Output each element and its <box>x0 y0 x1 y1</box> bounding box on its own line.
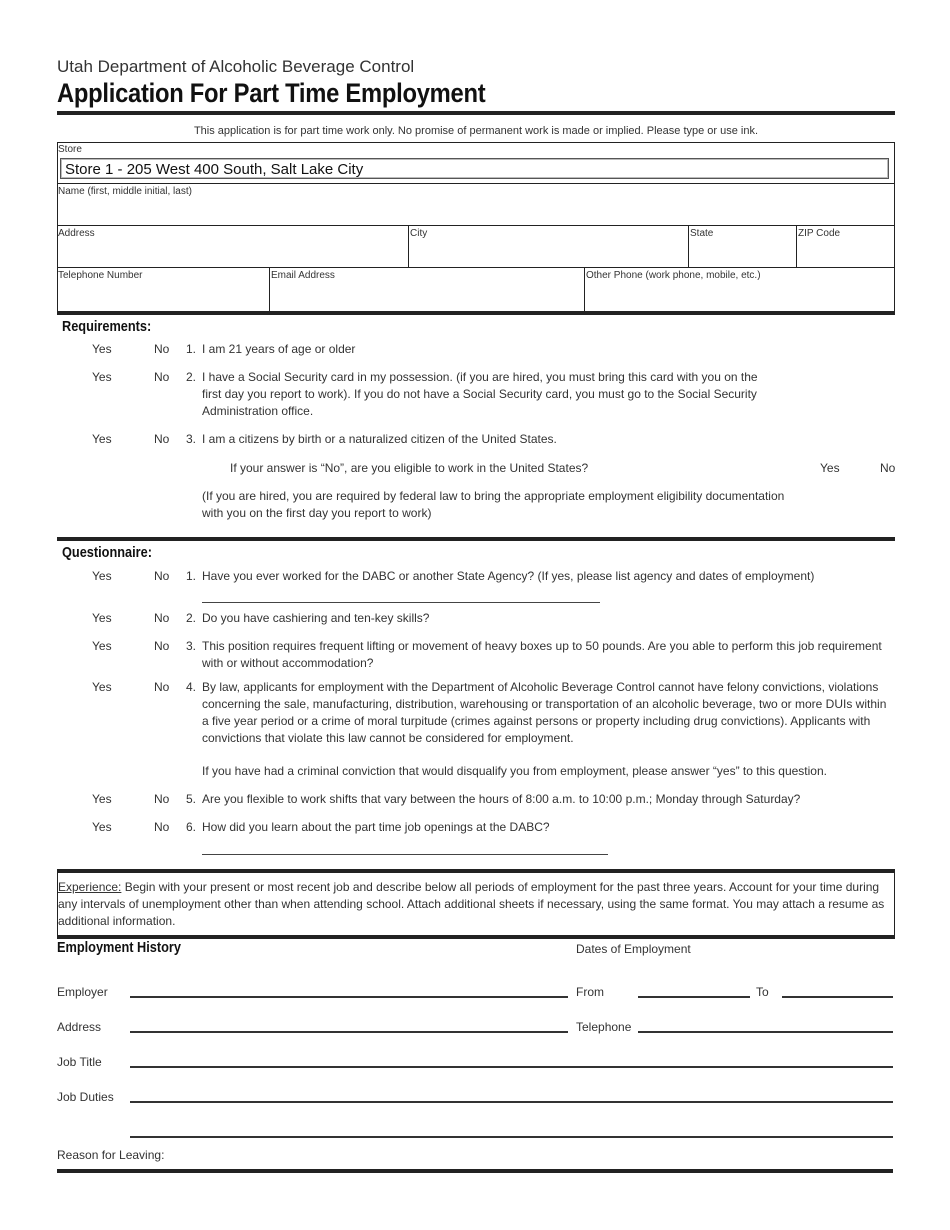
job-duties-label: Job Duties <box>57 1090 114 1104</box>
question-text: This position requires frequent lifting or movement of heavy boxes up to 50 pounds. Are you able to perform this job requirement with or without accommodation? <box>202 639 882 670</box>
no-option[interactable]: No <box>154 611 170 625</box>
experience-text: Begin with your present or most recent job and describe below all periods of employment for the past three years. Account for your time during any intervals of unemployment other than when attending school. Attach additional sheets if necessary, using the same format. You may attach a resume as additional information. <box>58 880 885 928</box>
item-number: 2. <box>186 611 197 625</box>
yes-option[interactable]: Yes <box>92 792 112 806</box>
no-option[interactable]: No <box>154 680 170 694</box>
divider <box>269 267 270 311</box>
to-date-field[interactable] <box>782 996 893 998</box>
telephone-field[interactable] <box>58 282 266 308</box>
yes-option[interactable]: Yes <box>92 432 112 446</box>
name-field[interactable] <box>58 198 892 224</box>
other-phone-field[interactable] <box>586 282 892 308</box>
zip-field[interactable] <box>798 240 892 266</box>
other-phone-label: Other Phone (work phone, mobile, etc.) <box>586 270 761 281</box>
employer-telephone-field[interactable] <box>638 1031 893 1033</box>
section-rule <box>57 537 895 541</box>
divider <box>408 225 409 267</box>
divider <box>688 225 689 267</box>
divider <box>584 267 585 311</box>
job-title-label: Job Title <box>57 1055 102 1069</box>
requirements-heading: Requirements: <box>62 318 152 335</box>
conviction-note: If you have had a criminal conviction that would disqualify you from employment, please answer “yes” to this question. <box>202 764 827 778</box>
divider <box>796 225 797 267</box>
answer-line[interactable] <box>202 854 608 855</box>
store-select[interactable]: Store 1 - 205 West 400 South, Salt Lake City <box>60 158 889 179</box>
item-number: 6. <box>186 820 197 834</box>
telephone-label: Telephone <box>576 1020 632 1034</box>
to-label: To <box>756 985 769 999</box>
job-title-field[interactable] <box>130 1066 893 1068</box>
name-label: Name (first, middle initial, last) <box>58 186 192 197</box>
no-option[interactable]: No <box>154 820 170 834</box>
footer-rule <box>57 1169 893 1173</box>
telephone-label: Telephone Number <box>58 270 143 281</box>
state-field[interactable] <box>690 240 794 266</box>
from-date-field[interactable] <box>638 996 750 998</box>
requirement-text: I am a citizens by birth or a naturalized citizen of the United States. <box>202 432 557 446</box>
yes-option[interactable]: Yes <box>92 342 112 356</box>
no-option[interactable]: No <box>154 370 170 384</box>
employer-field[interactable] <box>130 996 568 998</box>
address-label: Address <box>57 1020 102 1034</box>
item-number: 2. <box>186 370 197 384</box>
zip-label: ZIP Code <box>798 228 841 239</box>
divider <box>57 225 895 226</box>
divider <box>57 267 895 268</box>
no-option[interactable]: No <box>154 639 170 653</box>
no-option[interactable]: No <box>154 342 170 356</box>
yes-option[interactable]: Yes <box>92 611 112 625</box>
city-field[interactable] <box>410 240 686 266</box>
item-number: 3. <box>186 432 197 446</box>
address-label: Address <box>58 228 95 239</box>
no-option[interactable]: No <box>154 792 170 806</box>
yes-option[interactable]: Yes <box>92 370 112 384</box>
dates-of-employment-label: Dates of Employment <box>576 942 691 956</box>
yes-option[interactable]: Yes <box>820 461 840 475</box>
eligibility-note: (If you are hired, you are required by federal law to bring the appropriate employment eligibility documentation with you on the first day you report to work) <box>202 489 785 520</box>
item-number: 1. <box>186 569 197 583</box>
employer-label: Employer <box>57 985 108 999</box>
job-duties-field-line-2[interactable] <box>130 1136 893 1138</box>
from-label: From <box>576 985 604 999</box>
store-label: Store <box>58 144 82 155</box>
city-label: City <box>410 228 428 239</box>
no-option[interactable]: No <box>880 461 896 475</box>
question-text: Do you have cashiering and ten-key skills? <box>202 611 430 625</box>
employer-address-field[interactable] <box>130 1031 568 1033</box>
notice-text: This application is for part time work only. No promise of permanent work is made or implied. Please type or use ink. <box>193 125 759 137</box>
no-option[interactable]: No <box>154 432 170 446</box>
item-number: 1. <box>186 342 197 356</box>
divider <box>57 183 895 184</box>
question-text: How did you learn about the part time job openings at the DABC? <box>202 820 550 834</box>
header-rule <box>57 111 895 115</box>
state-label: State <box>690 228 714 239</box>
eligibility-question: If your answer is “No”, are you eligible to work in the United States? <box>230 461 589 475</box>
yes-option[interactable]: Yes <box>92 639 112 653</box>
email-field[interactable] <box>271 282 581 308</box>
question-text: By law, applicants for employment with the Department of Alcoholic Beverage Control cannot have felony convictions, violations concerning the sale, manufacturing, distribution, warehousing or transportation of an alcoholic beverage, two or more DUIs within a five year period or a crime of moral turpitude (crimes against persons or property including drug convictions). Applicants with convictions that violate this law cannot be considered for employment. <box>202 680 887 745</box>
requirement-text: I have a Social Security card in my possession. (if you are hired, you must bring this card with you on the first day you report to work). If you do not have a Social Security card, you must go to the Social Security Administration office. <box>202 370 758 418</box>
yes-option[interactable]: Yes <box>92 820 112 834</box>
question-text: Have you ever worked for the DABC or another State Agency? (If yes, please list agency and dates of employment) <box>202 569 815 583</box>
reason-for-leaving-label: Reason for Leaving: <box>57 1148 165 1162</box>
employment-history-heading: Employment History <box>57 939 181 956</box>
address-field[interactable] <box>58 240 406 266</box>
page-title: Application For Part Time Employment <box>57 78 486 108</box>
questionnaire-heading: Questionnaire: <box>62 544 152 561</box>
no-option[interactable]: No <box>154 569 170 583</box>
item-number: 5. <box>186 792 197 806</box>
question-text: Are you flexible to work shifts that vary between the hours of 8:00 a.m. to 10:00 p.m.; Monday through Saturday? <box>202 792 801 806</box>
experience-label: Experience: <box>58 880 122 894</box>
email-label: Email Address <box>271 270 335 281</box>
yes-option[interactable]: Yes <box>92 569 112 583</box>
department-name: Utah Department of Alcoholic Beverage Control <box>57 57 415 76</box>
answer-line[interactable] <box>202 602 600 603</box>
item-number: 3. <box>186 639 197 653</box>
experience-instructions <box>58 879 892 930</box>
job-duties-field[interactable] <box>130 1101 893 1103</box>
requirement-text: I am 21 years of age or older <box>202 342 356 356</box>
item-number: 4. <box>186 680 197 694</box>
yes-option[interactable]: Yes <box>92 680 112 694</box>
